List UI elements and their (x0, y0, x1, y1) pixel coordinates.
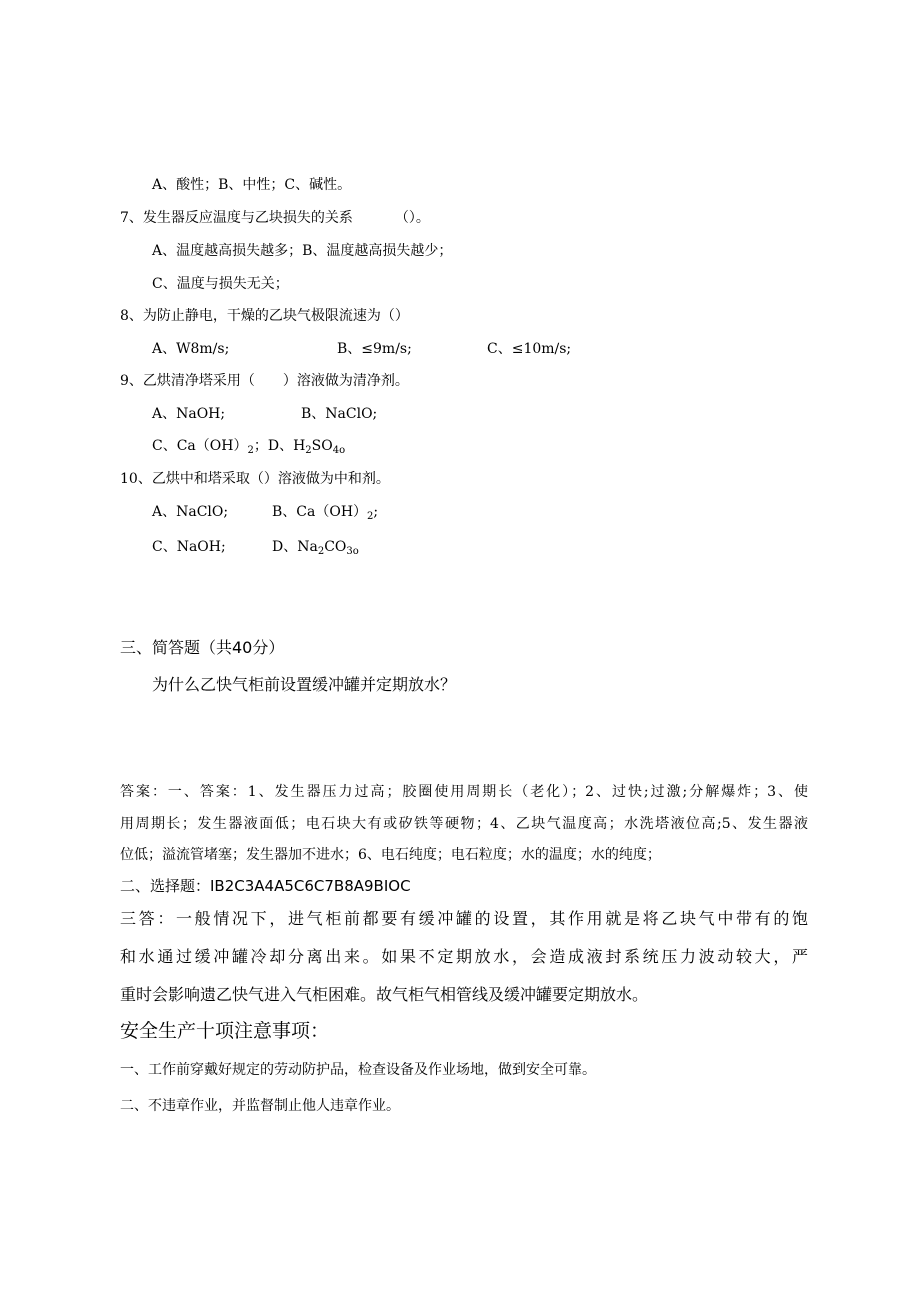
safety-heading: 安全生产十项注意事项： (120, 1020, 330, 1042)
answer-line-6: 和水通过缓冲罐冷却分离出来。如果不定期放水，会造成液封系统压力波动较大，严 (120, 947, 808, 966)
answer-line-7: 重时会影响遗乙快气进入气柜困难。故气柜气相管线及缓冲罐要定期放水。 (120, 985, 649, 1004)
q9-option-d-subscript-2: 4o (332, 445, 346, 456)
answer-choice-key: 二、选择题：IB2C3A4A5C6C7B8A9BIOC (120, 877, 411, 895)
q10-text: 10、乙烘中和塔采取（）溶液做为中和剂。 (120, 471, 390, 487)
q9-option-d-subscript-1: 2 (305, 445, 312, 456)
q7-blank: （）。 (394, 210, 430, 226)
q8-option-a: A、W8m∕s; (152, 341, 230, 357)
q9-option-c: C、Ca（OH） (152, 438, 248, 454)
q9-option-b: B、NaClO; (301, 406, 378, 422)
q9-text: 9、乙烘清净塔采用（ ）溶液做为清净剂。 (120, 373, 409, 389)
q10-option-b-subscript: 2 (367, 511, 374, 522)
q7-stem: 7、发生器反应温度与乙块损失的关系 (120, 210, 353, 226)
q10-option-b (272, 502, 378, 522)
q10-option-d-mid: CO (324, 539, 347, 555)
q8-text: 8、为防止静电，干燥的乙块气极限流速为（） (120, 308, 409, 324)
q10-option-c: C、NaOH; (152, 539, 226, 555)
section3-heading: 三、简答题（共40分） (120, 638, 285, 657)
q10-option-b-text: B、Ca（OH） (272, 504, 368, 520)
safety-item-2: 二、不违章作业，并监督制止他人违章作业。 (120, 1098, 400, 1114)
q8-option-c: C、≤10m∕s; (487, 341, 572, 357)
q9-options-cd (152, 436, 345, 456)
safety-item-1: 一、工作前穿戴好规定的劳动防护品，检查设备及作业场地，做到安全可靠。 (120, 1062, 596, 1078)
answer-line-1: 答案：一、答案：1、发生器压力过高；胶圈使用周期长（老化）；2、过快;过激;分解爆炸；3、使 (120, 784, 808, 800)
q7-options-ab: A、温度越高损失越多；B、温度越高损失越少； (152, 243, 453, 259)
section3-question: 为什么乙快气柜前设置缓冲罐并定期放水？ (152, 675, 457, 694)
answer-line-2: 用周期长；发生器液面低；电石块大有或矽铁等硬物；4、乙块气温度高；水洗塔液位高;5、发生器液 (120, 816, 808, 832)
q9-option-d-prefix: ；D、H (253, 438, 306, 454)
q10-option-d-subscript-1: 2 (317, 546, 325, 557)
answer-line-3: 位低；溢流管堵塞；发生器加不进水；6、电石纯度；电石粒度；水的温度；水的纯度； (120, 847, 661, 863)
q7-option-c: C、温度与损失无关； (152, 276, 289, 292)
q6-options: A、酸性；B、中性；C、碱性。 (152, 177, 352, 193)
answer-line-5: 三答：一般情况下，进气柜前都要有缓冲罐的设置，其作用就是将乙块气中带有的饱 (120, 909, 808, 928)
q10-option-d-text: D、Na (272, 539, 318, 555)
q9-option-c-subscript: 2 (247, 445, 254, 456)
q9-option-d-mid: SO (311, 438, 333, 454)
q8-option-b: B、≤9m∕s; (337, 341, 412, 357)
q7-text (120, 208, 430, 228)
q10-option-a: A、NaClO; (152, 504, 229, 520)
q10-option-b-end: ; (373, 504, 379, 520)
q10-option-d-subscript-2: 3o (346, 546, 359, 557)
q9-option-a: A、NaOH; (152, 406, 226, 422)
q10-option-d (272, 537, 359, 557)
